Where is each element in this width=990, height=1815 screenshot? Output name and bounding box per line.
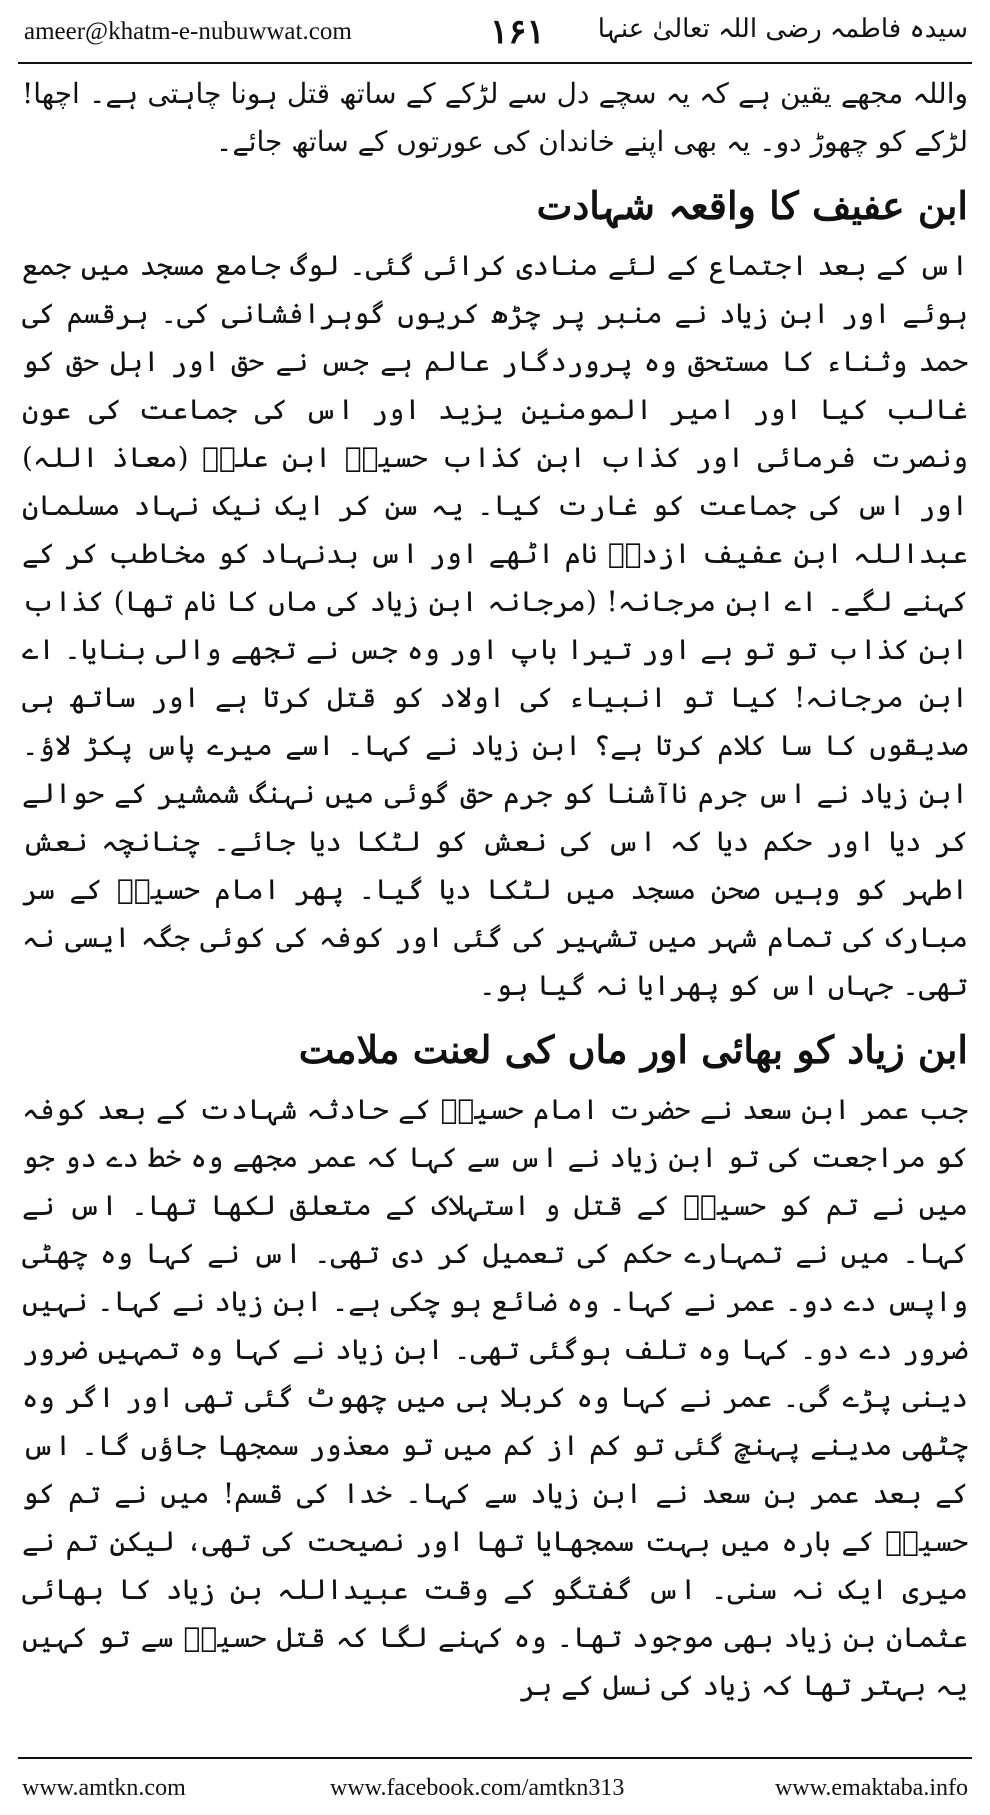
section-heading-2: ابن زیاد کو بھائی اور ماں کی لعنت ملامت: [298, 1027, 968, 1072]
header-divider: [18, 62, 972, 64]
page-number: ۱۶۱: [490, 12, 545, 52]
footer-link-website[interactable]: www.amtkn.com: [22, 1775, 186, 1801]
page-body: [22, 70, 968, 1745]
footer-link-facebook[interactable]: www.facebook.com/amtkn313: [330, 1775, 625, 1801]
paragraph-2: اس کے بعد اجتماع کے لئے منادی کرائی گئی۔ لوگ جامع مسجد میں جمع ہوئے اور ابن زیاد نے منبر پر چڑھ کریوں گوہرافشانی کی۔ ہرقسم کی حمد وثناء کا مستحق وہ پروردگار عالم ہے جس نے حق اور اہل حق کو غالب کیا اور امیر المومنین یزید اور اس کی جماعت کی عون ونصرت فرمائی اور کذاب ابن کذاب حسینؓ ابن علیؓ (معاذ اللہ) اور اس کی جماعت کو غارت کیا۔ یہ سن کر ایک نیک نہاد مسلمان عبداللہ ابن عفیف ازدیؒ نام اٹھے اور اس بدنہاد کو مخاطب کر کے کہنے لگے۔ اے ابن مرجانہ! (مرجانہ ابن زیاد کی ماں کا نام تھا) کذاب ابن کذاب تو تو ہے اور تیرا باپ اور وہ جس نے تجھے والی بنایا۔ اے ابن مرجانہ! کیا تو انبیاء کی اولاد کو قتل کرتا ہے اور ساتھ ہی صدیقوں کا سا کلام کرتا ہے؟ ابن زیاد نے کہا۔ اسے میرے پاس پکڑ لاؤ۔ ابن زیاد نے اس جرم ناآشنا کو جرم حق گوئی میں نہنگ شمشیر کے حوالے کر دیا اور حکم دیا کہ اس کی نعش کو لٹکا دیا جائے۔ چنانچہ نعش اطہر کو وہیں صحن مسجد میں لٹکا دیا گیا۔ پھر امام حسینؓ کے سر مبارک کی تمام شہر میں تشہیر کی گئی اور کوفہ کی کوئی جگہ ایسی نہ تھی۔ جہاں اس کو پھرایا نہ گیا ہو۔: [22, 249, 969, 1002]
page-header: [0, 0, 990, 58]
section-heading-1: ابن عفیف کا واقعہ شہادت: [536, 183, 968, 228]
footer-divider: [18, 1757, 972, 1759]
paragraph-3: جب عمر ابن سعد نے حضرت امام حسینؓ کے حادثہ شہادت کے بعد کوفہ کو مراجعت کی تو ابن زیاد نے اس سے کہا کہ عمر مجھے وہ خط دے دو جو میں نے تم کو حسینؓ کے قتل و استہلاک کے متعلق لکھا تھا۔ اس نے کہا۔ میں نے تمہارے حکم کی تعمیل کر دی تھی۔ اس نے کہا وہ چھٹی واپس دے دو۔ عمر نے کہا۔ وہ ضائع ہو چکی ہے۔ ابن زیاد نے کہا۔ نہیں ضرور دے دو۔ کہا وہ تلف ہوگئی تھی۔ ابن زیاد نے کہا وہ تمہیں ضرور دینی پڑے گی۔ عمر نے کہا وہ کربلا ہی میں چھوٹ گئی تھی اور اگر وہ چٹھی مدینے پہنچ گئی تو کم از کم میں تو معذور سمجھا جاؤں گا۔ اس کے بعد عمر بن سعد نے ابن زیاد سے کہا۔ خدا کی قسم! میں نے تم کو حسینؓ کے بارہ میں بہت سمجھایا تھا اور نصیحت کی تھی، لیکن تم نے میری ایک نہ سنی۔ اس گفتگو کے وقت عبیداللہ بن زیاد کا بھائی عثمان بن زیاد بھی موجود تھا۔ وہ کہنے لگا کہ قتل حسینؓ سے تو کہیں یہ بہتر تھا کہ زیاد کی نسل کے ہر: [22, 1093, 968, 1702]
footer-link-emaktaba[interactable]: www.emaktaba.info: [774, 1775, 968, 1801]
book-title: سیدہ فاطمہ رضی اللہ تعالیٰ عنہا: [597, 14, 968, 44]
header-email[interactable]: ameer@khatm-e-nubuwwat.com: [24, 18, 352, 45]
paragraph-1: واللہ مجھے یقین ہے کہ یہ سچے دل سے لڑکے کے ساتھ قتل ہونا چاہتی ہے۔ اچھا! لڑکے کو چھوڑ دو۔ یہ بھی اپنے خاندان کی عورتوں کے ساتھ جائے۔: [22, 77, 968, 158]
page-footer: [0, 1753, 990, 1815]
